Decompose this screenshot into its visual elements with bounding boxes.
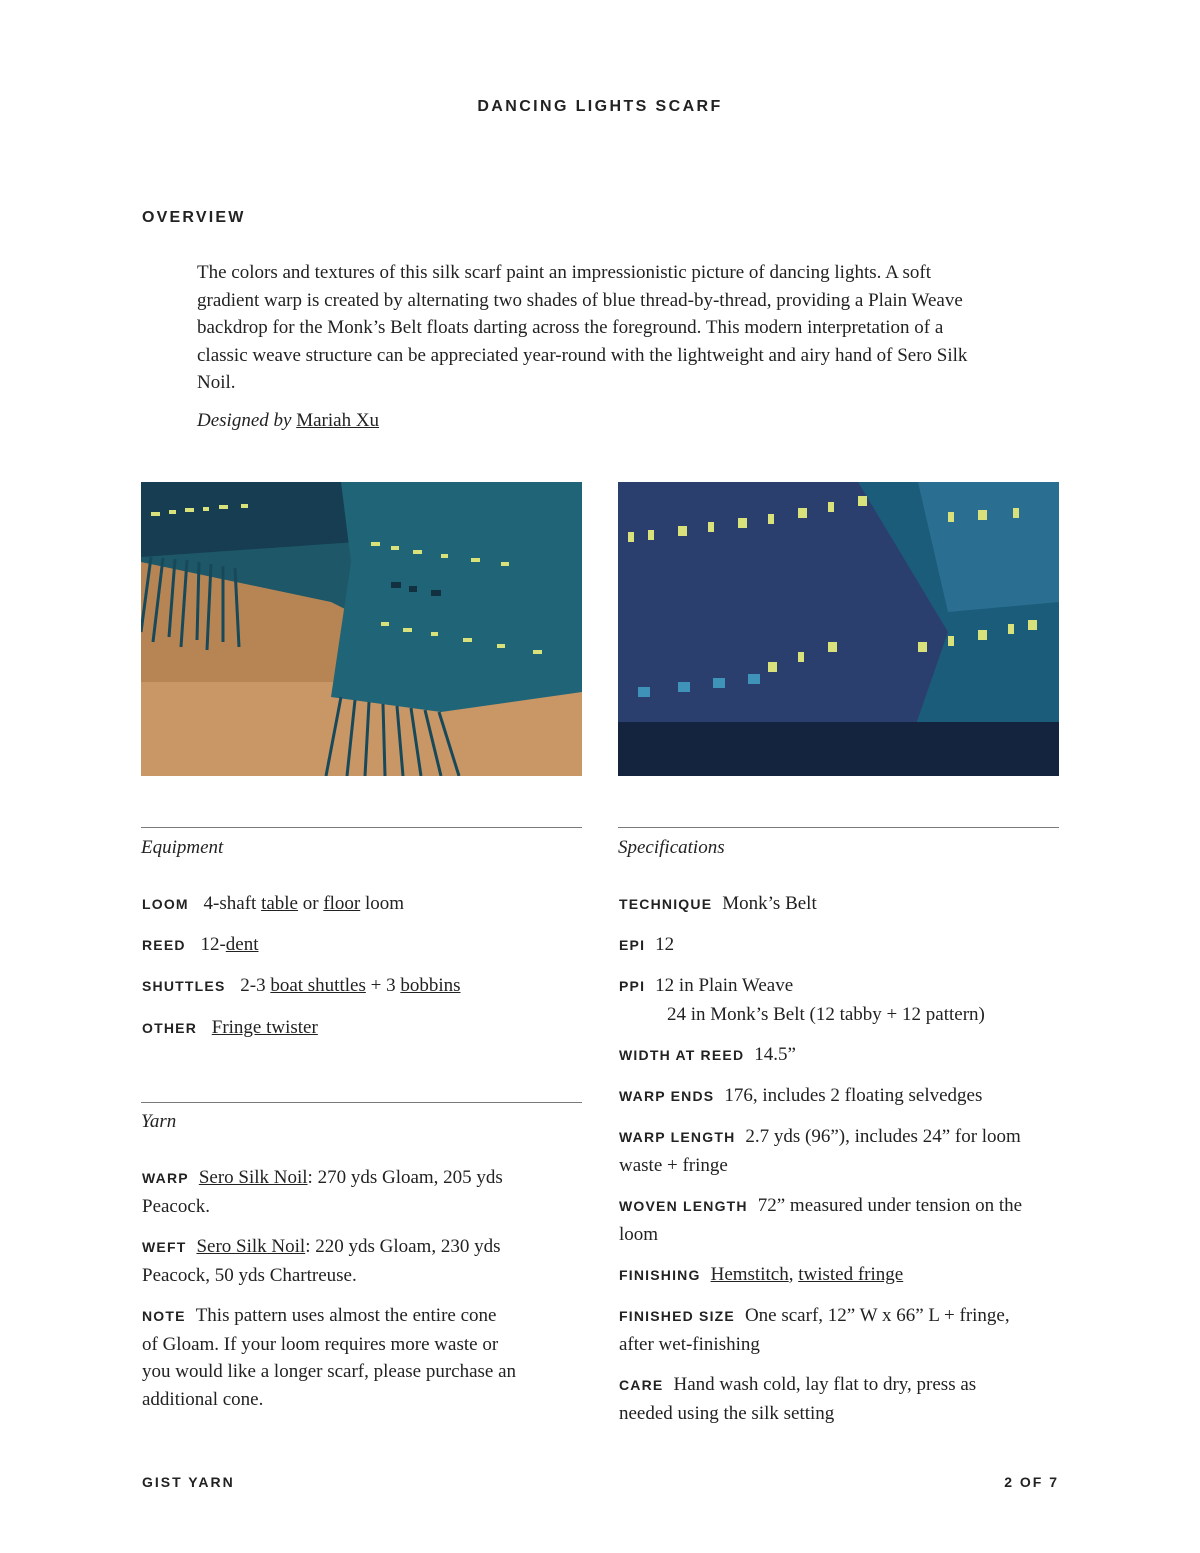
spec-finished-size: [619, 1302, 1059, 1358]
page-title: DANCING LIGHTS SCARF: [477, 98, 723, 115]
scarf-photo-fringe: [141, 482, 582, 776]
designer-link[interactable]: Mariah Xu: [296, 410, 380, 431]
bobbins-link[interactable]: bobbins: [400, 975, 461, 996]
loom-or-text: or: [298, 893, 324, 914]
width-value: 14.5”: [754, 1044, 796, 1065]
weft-yarn-line2: Peacock, 50 yds Chartreuse.: [142, 1264, 357, 1286]
equipment-heading: Equipment: [141, 837, 224, 858]
note-line2: of Gloam. If your loom requires more waste or: [142, 1333, 499, 1355]
specifications-rule: [618, 827, 1059, 828]
warp-ends-value: 176, includes 2 floating selvedges: [724, 1085, 983, 1106]
yarn-warp: [142, 1164, 582, 1220]
warp-label: WARP: [142, 1170, 189, 1186]
footer-brand: GIST YARN: [142, 1474, 235, 1490]
boat-shuttles-link[interactable]: boat shuttles: [270, 975, 366, 996]
reed-text: 12-: [200, 934, 226, 955]
spec-woven-length: [619, 1192, 1059, 1248]
designed-by-label: Designed by: [197, 410, 292, 431]
technique-label: TECHNIQUE: [619, 896, 713, 912]
spec-warp-ends: [619, 1082, 982, 1111]
warp-length-label: WARP LENGTH: [619, 1129, 736, 1145]
fringe-twister-link[interactable]: Fringe twister: [211, 1017, 318, 1038]
table-loom-link[interactable]: table: [261, 893, 298, 914]
width-label: WIDTH AT REED: [619, 1047, 745, 1063]
finishing-label: FINISHING: [619, 1267, 701, 1283]
scarf-photo-folded: [618, 482, 1059, 776]
equipment-shuttles: [142, 972, 461, 1001]
yarn-note: [142, 1302, 582, 1413]
equipment-loom: [142, 890, 404, 919]
spec-finishing: [619, 1261, 903, 1290]
reed-label: REED: [142, 937, 186, 953]
spec-epi: [619, 931, 674, 960]
finished-size-line1: One scarf, 12” W x 66” L + fringe,: [744, 1305, 1010, 1326]
finished-size-line2: after wet-finishing: [619, 1333, 760, 1355]
technique-value: Monk’s Belt: [722, 893, 817, 914]
woven-length-line1: 72” measured under tension on the: [757, 1195, 1023, 1216]
hemstitch-link[interactable]: Hemstitch: [710, 1264, 789, 1285]
loom-text: 4-shaft: [203, 893, 262, 914]
warp-yarn-line2: Peacock.: [142, 1195, 211, 1217]
other-label: OTHER: [142, 1020, 197, 1036]
epi-label: EPI: [619, 937, 646, 953]
epi-value: 12: [655, 934, 675, 955]
care-label: CARE: [619, 1377, 664, 1393]
loom-label: LOOM: [142, 896, 189, 912]
warp-ends-label: WARP ENDS: [619, 1088, 715, 1104]
ppi-label: PPI: [619, 978, 646, 994]
weft-yarn-amounts: : 220 yds Gloam, 230 yds: [305, 1236, 501, 1257]
floor-loom-link[interactable]: floor: [323, 893, 361, 914]
footer-page-number: 2 OF 7: [1004, 1474, 1059, 1490]
overview-paragraph: The colors and textures of this silk scarf paint an impressionistic picture of dancing lights. A soft gradient warp is created by alternating two shades of blue thread-by-thread, providing a Plain Weave backdrop for the Monk’s Belt floats darting across the foreground. This modern interpretation of a classic weave structure can be appreciated year-round with the lightweight and airy hand of Sero Silk Noil.: [197, 262, 968, 394]
dent-link[interactable]: dent: [225, 934, 259, 955]
warp-length-line1: 2.7 yds (96”), includes 24” for loom: [745, 1126, 1021, 1147]
note-line4: additional cone.: [142, 1388, 264, 1410]
woven-length-line2: loom: [619, 1223, 659, 1245]
ppi-line1: 12 in Plain Weave: [655, 975, 794, 996]
note-line3: you would like a longer scarf, please purchase an: [142, 1361, 517, 1383]
weft-yarn-link[interactable]: Sero Silk Noil: [196, 1236, 306, 1257]
note-line1: This pattern uses almost the entire cone: [195, 1305, 497, 1326]
equipment-rule: [141, 827, 582, 828]
warp-yarn-link[interactable]: Sero Silk Noil: [198, 1167, 308, 1188]
finishing-sep: ,: [788, 1264, 799, 1285]
yarn-weft: [142, 1233, 582, 1289]
spec-width: [619, 1041, 796, 1070]
loom-suffix: loom: [360, 893, 405, 914]
twisted-fringe-link[interactable]: twisted fringe: [798, 1264, 904, 1285]
weft-label: WEFT: [142, 1239, 187, 1255]
woven-length-label: WOVEN LENGTH: [619, 1198, 748, 1214]
specifications-heading: Specifications: [618, 837, 725, 858]
shuttles-text: 2-3: [240, 975, 271, 996]
ppi-line2: 24 in Monk’s Belt (12 tabby + 12 pattern): [667, 1003, 985, 1025]
spec-care: [619, 1371, 1059, 1427]
spec-ppi: [619, 972, 985, 1028]
warp-length-line2: waste + fringe: [619, 1154, 728, 1176]
spec-warp-length: [619, 1123, 1059, 1179]
finished-size-label: FINISHED SIZE: [619, 1308, 735, 1324]
designed-by: [197, 410, 379, 432]
care-line2: needed using the silk setting: [619, 1402, 835, 1424]
equipment-other: [142, 1014, 318, 1043]
spec-technique: [619, 890, 817, 919]
shuttles-label: SHUTTLES: [142, 978, 226, 994]
care-line1: Hand wash cold, lay flat to dry, press as: [673, 1374, 977, 1395]
warp-yarn-amounts: : 270 yds Gloam, 205 yds: [307, 1167, 503, 1188]
shuttles-mid: + 3: [365, 975, 401, 996]
yarn-rule: [141, 1102, 582, 1103]
note-label: NOTE: [142, 1308, 186, 1324]
equipment-reed: [142, 931, 259, 960]
overview-heading: OVERVIEW: [142, 209, 246, 226]
yarn-heading: Yarn: [141, 1111, 177, 1132]
